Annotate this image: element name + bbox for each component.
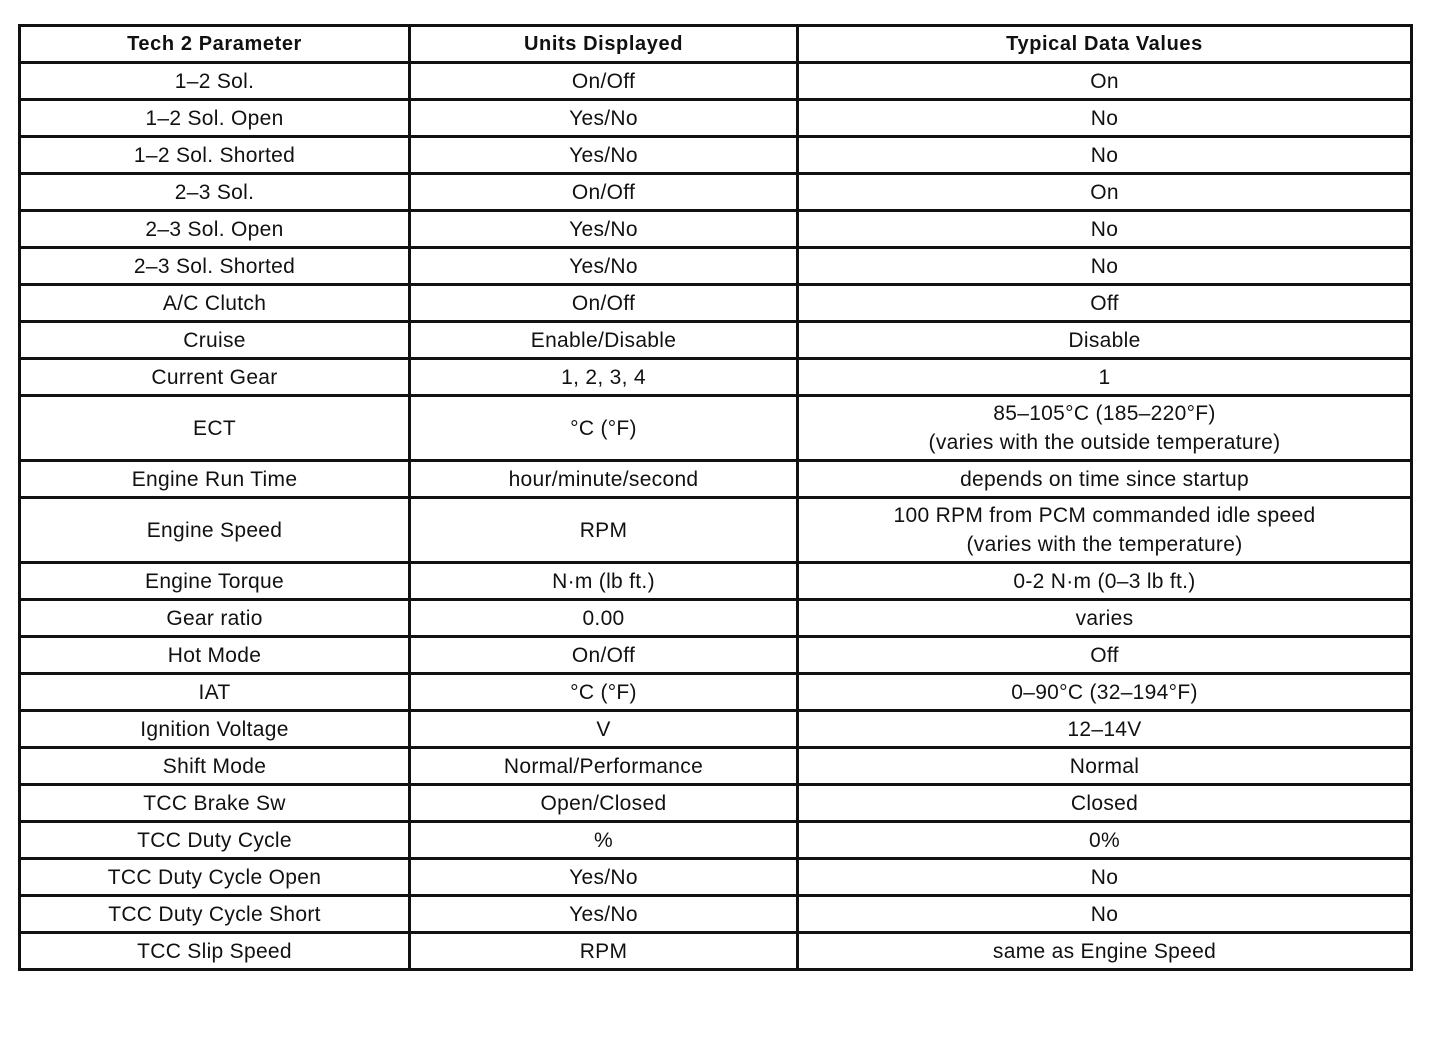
units-cell: °C (°F) xyxy=(410,674,798,711)
table-row xyxy=(20,933,1412,970)
tech2-parameter-table xyxy=(18,24,1413,971)
units-cell: RPM xyxy=(410,498,798,563)
typical-value-line: Off xyxy=(1090,291,1119,315)
typical-value-cell xyxy=(798,285,1412,322)
typical-value-cell xyxy=(798,563,1412,600)
typical-value-line: Disable xyxy=(1068,328,1141,352)
typical-value-cell xyxy=(798,859,1412,896)
units-cell: % xyxy=(410,822,798,859)
typical-value-line: No xyxy=(1090,865,1119,889)
units-cell: Enable/Disable xyxy=(410,322,798,359)
typical-value-cell xyxy=(798,100,1412,137)
typical-value-cell xyxy=(798,137,1412,174)
typical-value-line: depends on time since startup xyxy=(960,467,1249,491)
table-row xyxy=(20,396,1412,461)
table-row xyxy=(20,63,1412,100)
parameter-cell: A/C Clutch xyxy=(20,285,410,322)
typical-value-cell xyxy=(798,822,1412,859)
units-cell: Yes/No xyxy=(410,248,798,285)
table-row xyxy=(20,711,1412,748)
parameter-cell: ECT xyxy=(20,396,410,461)
table-row xyxy=(20,822,1412,859)
table-header-row xyxy=(20,26,1412,63)
table-row xyxy=(20,174,1412,211)
table-row xyxy=(20,100,1412,137)
parameter-cell: Engine Speed xyxy=(20,498,410,563)
table-row xyxy=(20,359,1412,396)
parameter-cell: Current Gear xyxy=(20,359,410,396)
typical-value-line: 1 xyxy=(1098,365,1111,389)
typical-value-cell xyxy=(798,674,1412,711)
parameter-cell: 2–3 Sol. Open xyxy=(20,211,410,248)
table-row xyxy=(20,248,1412,285)
parameter-cell: TCC Brake Sw xyxy=(20,785,410,822)
table-body xyxy=(20,63,1412,970)
typical-value-line: 100 RPM from PCM commanded idle speed xyxy=(893,504,1316,527)
parameter-cell: IAT xyxy=(20,674,410,711)
typical-value-cell xyxy=(798,359,1412,396)
units-cell: On/Off xyxy=(410,63,798,100)
table-row xyxy=(20,322,1412,359)
units-cell: N·m (lb ft.) xyxy=(410,563,798,600)
table-row xyxy=(20,600,1412,637)
typical-value-line: (varies with the temperature) xyxy=(966,533,1243,556)
parameter-cell: TCC Duty Cycle Short xyxy=(20,896,410,933)
units-cell: RPM xyxy=(410,933,798,970)
typical-value-cell xyxy=(798,174,1412,211)
typical-value-cell xyxy=(798,785,1412,822)
parameter-cell: Engine Run Time xyxy=(20,461,410,498)
typical-value-cell xyxy=(798,211,1412,248)
typical-value-cell xyxy=(798,396,1412,461)
units-cell: Yes/No xyxy=(410,211,798,248)
typical-value-line: Closed xyxy=(1070,791,1139,815)
table-row xyxy=(20,498,1412,563)
typical-value-cell xyxy=(798,896,1412,933)
parameter-cell: 1–2 Sol. xyxy=(20,63,410,100)
typical-value-line: 12–14V xyxy=(1067,717,1142,741)
typical-value-cell xyxy=(798,322,1412,359)
typical-value-line: On xyxy=(1090,180,1119,204)
units-cell: Normal/Performance xyxy=(410,748,798,785)
typical-value-cell xyxy=(798,933,1412,970)
typical-value-cell xyxy=(798,748,1412,785)
parameter-cell: Ignition Voltage xyxy=(20,711,410,748)
units-cell: Open/Closed xyxy=(410,785,798,822)
typical-value-line: No xyxy=(1090,106,1119,130)
table-row xyxy=(20,785,1412,822)
typical-value-cell xyxy=(798,498,1412,563)
typical-value-line: same as Engine Speed xyxy=(992,939,1217,963)
parameter-cell: 1–2 Sol. Shorted xyxy=(20,137,410,174)
units-cell: 0.00 xyxy=(410,600,798,637)
table-row xyxy=(20,674,1412,711)
table-row xyxy=(20,896,1412,933)
typical-value-cell xyxy=(798,248,1412,285)
table-row xyxy=(20,211,1412,248)
units-cell: On/Off xyxy=(410,285,798,322)
typical-value-cell xyxy=(798,637,1412,674)
typical-value-line: varies xyxy=(1075,606,1134,630)
typical-value-line: 85–105°C (185–220°F) xyxy=(993,402,1216,425)
typical-value-line: 0% xyxy=(1089,828,1120,852)
typical-value-line: No xyxy=(1090,217,1119,241)
table-row xyxy=(20,461,1412,498)
typical-value-line: Normal xyxy=(1069,754,1140,778)
units-cell: Yes/No xyxy=(410,896,798,933)
units-cell: Yes/No xyxy=(410,859,798,896)
units-cell: Yes/No xyxy=(410,100,798,137)
units-cell: °C (°F) xyxy=(410,396,798,461)
typical-value-line: Off xyxy=(1090,643,1119,667)
units-cell: On/Off xyxy=(410,174,798,211)
column-header-typical-values: Typical Data Values xyxy=(798,26,1412,63)
parameter-cell: TCC Duty Cycle Open xyxy=(20,859,410,896)
parameter-cell: 1–2 Sol. Open xyxy=(20,100,410,137)
typical-value-line: No xyxy=(1090,143,1119,167)
typical-value-cell xyxy=(798,711,1412,748)
parameter-cell: TCC Slip Speed xyxy=(20,933,410,970)
typical-value-line: No xyxy=(1090,902,1119,926)
parameter-cell: TCC Duty Cycle xyxy=(20,822,410,859)
typical-value-line: 0-2 N·m (0–3 lb ft.) xyxy=(1013,569,1196,593)
table-row xyxy=(20,563,1412,600)
column-header-units: Units Displayed xyxy=(410,26,798,63)
parameter-cell: Hot Mode xyxy=(20,637,410,674)
units-cell: On/Off xyxy=(410,637,798,674)
units-cell: V xyxy=(410,711,798,748)
typical-value-cell xyxy=(798,63,1412,100)
parameter-cell: Shift Mode xyxy=(20,748,410,785)
units-cell: 1, 2, 3, 4 xyxy=(410,359,798,396)
parameter-cell: Cruise xyxy=(20,322,410,359)
table-row xyxy=(20,859,1412,896)
units-cell: hour/minute/second xyxy=(410,461,798,498)
table-row xyxy=(20,137,1412,174)
table-row xyxy=(20,285,1412,322)
parameter-cell: 2–3 Sol. Shorted xyxy=(20,248,410,285)
table-row xyxy=(20,748,1412,785)
parameter-cell: Engine Torque xyxy=(20,563,410,600)
typical-value-line: No xyxy=(1090,254,1119,278)
units-cell: Yes/No xyxy=(410,137,798,174)
typical-value-line: 0–90°C (32–194°F) xyxy=(1011,680,1198,704)
scan-tool-data-document xyxy=(18,24,1410,971)
parameter-cell: 2–3 Sol. xyxy=(20,174,410,211)
typical-value-cell xyxy=(798,600,1412,637)
typical-value-line: On xyxy=(1090,69,1119,93)
parameter-cell: Gear ratio xyxy=(20,600,410,637)
typical-value-line: (varies with the outside temperature) xyxy=(928,431,1281,454)
column-header-parameter: Tech 2 Parameter xyxy=(20,26,410,63)
table-row xyxy=(20,637,1412,674)
typical-value-cell xyxy=(798,461,1412,498)
